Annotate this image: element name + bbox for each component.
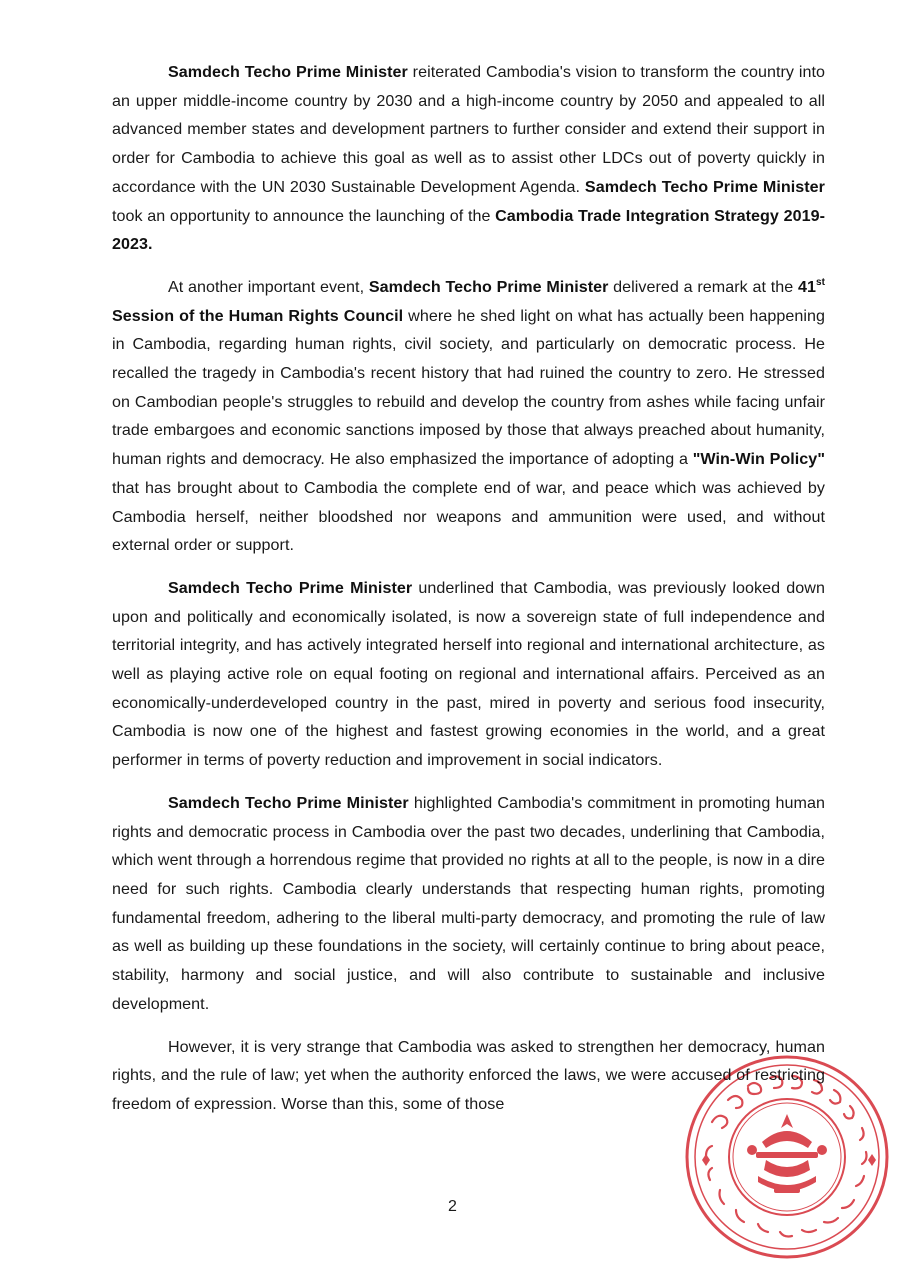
- paragraph: [112, 273, 825, 560]
- text-run: where he shed light on what has actually been happening in Cambodia, regarding human rights, civil society, and particularly on democratic process. He recalled the tragedy in Cambodia's recent history that had ruined the country to zero. He stressed on Cambodian people's struggles to rebuild and develop the country from ashes while facing unfair trade embargoes and economic sanctions imposed by those that always preached about humanity, human rights and democracy. He also emphasized the importance of adopting a: [112, 306, 825, 469]
- bold-text-run: Samdech Techo Prime Minister: [584, 177, 825, 196]
- text-run: highlighted Cambodia's commitment in promoting human rights and democratic process in Cambodia over the past two decades, underlining that Cambodia, which went through a horrendous regime that provided no rights at all to the people, is now in a dire need for such rights. Cambodia clearly understands that respecting human rights, promoting fundamental freedom, adhering to the liberal multi-party democracy, and promoting the rule of law as well as building up these foundations in the society, will certainly continue to bring about peace, stability, harmony and social justice, and will also contribute to sustainable and inclusive development.: [112, 793, 825, 1013]
- text-run: At another important event,: [168, 277, 369, 296]
- official-seal-icon: [682, 1052, 892, 1262]
- text-run: delivered a remark at the: [608, 277, 798, 296]
- bold-text-run: Samdech Techo Prime Minister: [368, 277, 609, 296]
- bold-text-run: Cambodia Trade Integration Strategy 2019-2023.: [112, 206, 825, 254]
- bold-text-run: 41: [797, 277, 816, 296]
- text-run: reiterated Cambodia's vision to transform the country into an upper middle-income country by 2030 and a high-income country by 2050 and appealed to all advanced member states and development partners to further consider and extend their support in order for Cambodia to achieve this goal as well as to assist other LDCs out of poverty quickly in accordance with the UN 2030 Sustainable Development Agenda.: [112, 63, 825, 196]
- bold-text-run: Session of the Human Rights Council: [112, 306, 404, 325]
- document-body: [112, 58, 825, 1119]
- bold-text-run: Samdech Techo Prime Minister: [168, 793, 409, 812]
- text-run: underlined that Cambodia, was previously looked down upon and politically and economically isolated, is now a sovereign state of full independence and territorial integrity, and has actively integrated herself into regional and international architecture, as well as playing active role on equal footing on regional and international affairs. Perceived as an economically-underdeveloped country in the past, mired in poverty and serious food insecurity, Cambodia is now one of the highest and fastest growing economies in the world, and a great performer in terms of poverty reduction and improvement in social indicators.: [112, 578, 825, 770]
- text-run: took an opportunity to announce the launching of the: [112, 206, 496, 225]
- text-run: However, it is very strange that Cambodia was asked to strengthen her democracy, human rights, and the rule of law; yet when the authority enforced the laws, we were accused of restricting freedom of expression. Worse than this, some of those: [112, 1037, 825, 1113]
- page-number: 2: [448, 1198, 457, 1215]
- paragraph: [112, 58, 825, 259]
- bold-text-run: Samdech Techo Prime Minister: [168, 63, 408, 81]
- bold-text-run: st: [816, 276, 825, 288]
- paragraph: [112, 789, 825, 1019]
- paragraph: [112, 574, 825, 775]
- bold-text-run: "Win-Win Policy": [692, 450, 825, 469]
- text-run: that has brought about to Cambodia the complete end of war, and peace which was achieved by Cambodia herself, neither bloodshed nor weapons and ammunition were used, and without external order or support.: [112, 478, 825, 555]
- bold-text-run: Samdech Techo Prime Minister: [168, 578, 413, 597]
